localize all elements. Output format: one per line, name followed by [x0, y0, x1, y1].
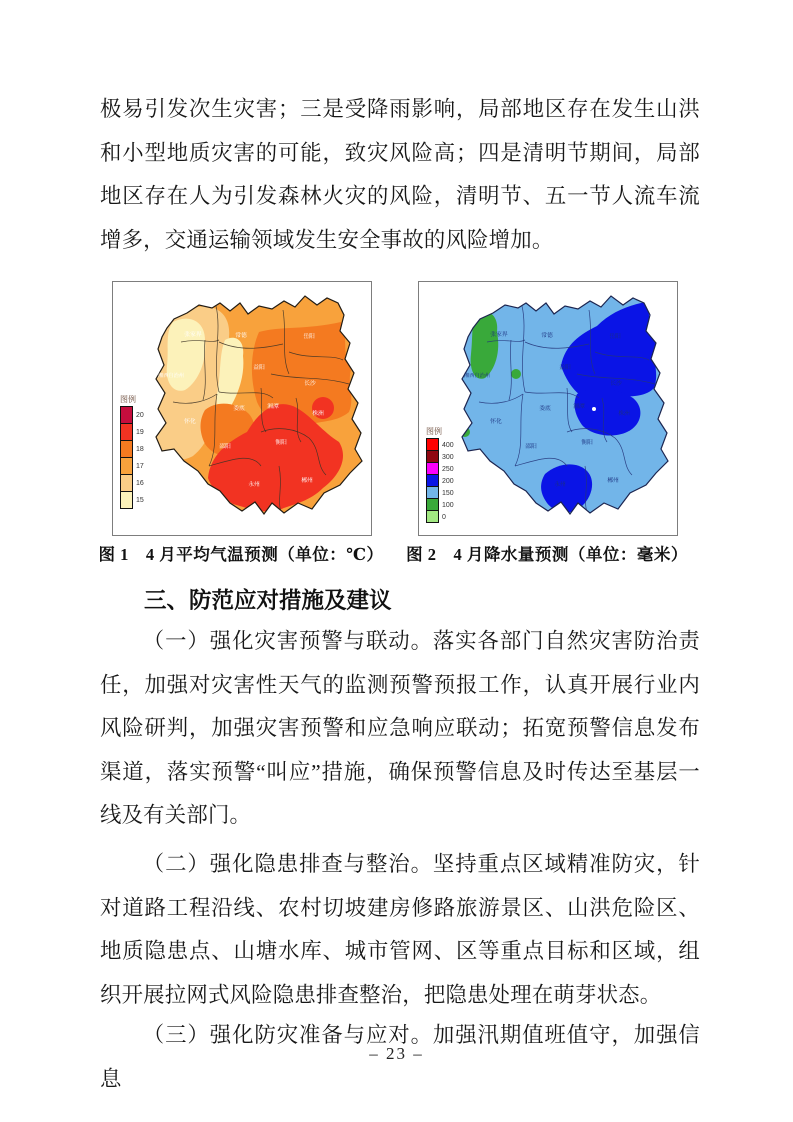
city-label: 张家界 — [490, 332, 508, 338]
city-label: 娄底 — [233, 406, 245, 412]
city-label: 郴州 — [607, 478, 619, 484]
city-label: 衡阳 — [581, 440, 593, 446]
legend-value: 400 — [442, 441, 454, 449]
legend-row — [120, 424, 144, 441]
city-label: 娄底 — [539, 406, 551, 412]
legend-value: 15 — [136, 497, 144, 504]
rain-zone-100-xiangxi-spot — [511, 369, 521, 379]
section-heading: 三、防范应对措施及建议 — [144, 588, 392, 613]
legend-value: 200 — [442, 477, 454, 485]
city-label: 株洲 — [618, 411, 630, 417]
paragraph-continuation: 极易引发次生灾害；三是受降雨影响，局部地区存在发生山洪和小型地质灾害的可能，致灾风险高；四是清明节期间，局部地区存在人为引发森林火灾的风险，清明节、五一节人流车流增多，交通运输领域发生安全事故的风险增加。 — [100, 97, 700, 252]
legend-value: 250 — [442, 465, 454, 473]
paragraph-3: （三）强化防灾准备与应对。加强汛期值班值守，加强信息 — [100, 1023, 700, 1091]
figure1-caption: 图 1 4 月平均气温预测（单位：℃） — [98, 545, 384, 564]
legend-title: 图例 — [120, 395, 136, 404]
city-marker-dot — [592, 407, 596, 411]
legend-value: 19 — [136, 429, 144, 436]
temp-zone-19-zhuzhou-patch — [312, 397, 334, 419]
city-label: 常德 — [235, 333, 247, 339]
city-label: 岳阳 — [303, 334, 315, 340]
figure2-precipitation-map — [418, 281, 678, 536]
legend-swatch — [120, 474, 133, 492]
city-label: 常德 — [541, 333, 553, 339]
hunan-map-temperature — [113, 282, 371, 535]
city-label: 张家界 — [184, 332, 202, 338]
legend-value: 0 — [442, 513, 446, 521]
city-label: 益阳 — [559, 365, 571, 371]
legend-swatch — [426, 510, 439, 523]
paragraph-1: （一）强化灾害预警与联动。落实各部门自然灾害防治责任，加强对灾害性天气的监测预警预报工作，认真开展行业内风险研判，加强灾害预警和应急响应联动；拓宽预警信息发布渠道，落实预警“叫应”措施，确保预警信息及时传达至基层一线及有关部门。 — [100, 629, 700, 827]
city-label: 株洲 — [312, 411, 324, 417]
city-label: 郴州 — [301, 478, 313, 484]
legend-swatch — [120, 457, 133, 475]
figure2-legend — [426, 426, 454, 523]
city-label: 岳阳 — [609, 334, 621, 340]
city-label: 湘潭 — [573, 404, 585, 410]
city-label: 长沙 — [304, 381, 316, 387]
legend-swatch — [120, 406, 133, 424]
legend-value: 16 — [136, 480, 144, 487]
city-label: 湘潭 — [267, 404, 279, 410]
city-label: 长沙 — [610, 381, 622, 387]
legend-value: 150 — [442, 489, 454, 497]
page-number: – 23 – — [369, 1044, 424, 1063]
legend-swatch — [120, 423, 133, 441]
figure1-legend — [120, 394, 144, 509]
legend-title: 图例 — [426, 427, 442, 436]
city-label: 邵阳 — [219, 444, 231, 450]
legend-row — [120, 441, 144, 458]
legend-swatch — [120, 491, 133, 509]
city-label: 永州 — [554, 482, 566, 488]
legend-row — [120, 407, 144, 424]
city-label: 邵阳 — [525, 444, 537, 450]
legend-value: 100 — [442, 501, 454, 509]
city-label: 湘西自治州 — [464, 373, 490, 379]
legend-row — [426, 511, 454, 523]
paragraph-2: （二）强化隐患排查与整治。坚持重点区域精准防灾，针对道路工程沿线、农村切坡建房修路旅游景区、山洪危险区、地质隐患点、山塘水库、城市管网、区等重点目标和区域，组织开展拉网式风险隐患排查整治，把隐患处理在萌芽状态。 — [100, 852, 700, 1007]
hunan-map-precipitation — [419, 282, 677, 535]
legend-row — [120, 475, 144, 492]
legend-value: 300 — [442, 453, 454, 461]
legend-value: 17 — [136, 463, 144, 470]
city-label: 衡阳 — [275, 440, 287, 446]
legend-row — [120, 458, 144, 475]
legend-value: 18 — [136, 446, 144, 453]
legend-value: 20 — [136, 412, 144, 419]
figure2-caption: 图 2 4 月降水量预测（单位：毫米） — [406, 545, 688, 564]
city-label: 永州 — [248, 482, 260, 488]
city-label: 益阳 — [253, 365, 265, 371]
legend-swatch — [120, 440, 133, 458]
city-label: 湘西自治州 — [158, 373, 184, 379]
figure1-temperature-map — [112, 281, 372, 536]
legend-row — [120, 492, 144, 509]
city-label: 怀化 — [490, 419, 502, 425]
city-label: 怀化 — [184, 419, 196, 425]
